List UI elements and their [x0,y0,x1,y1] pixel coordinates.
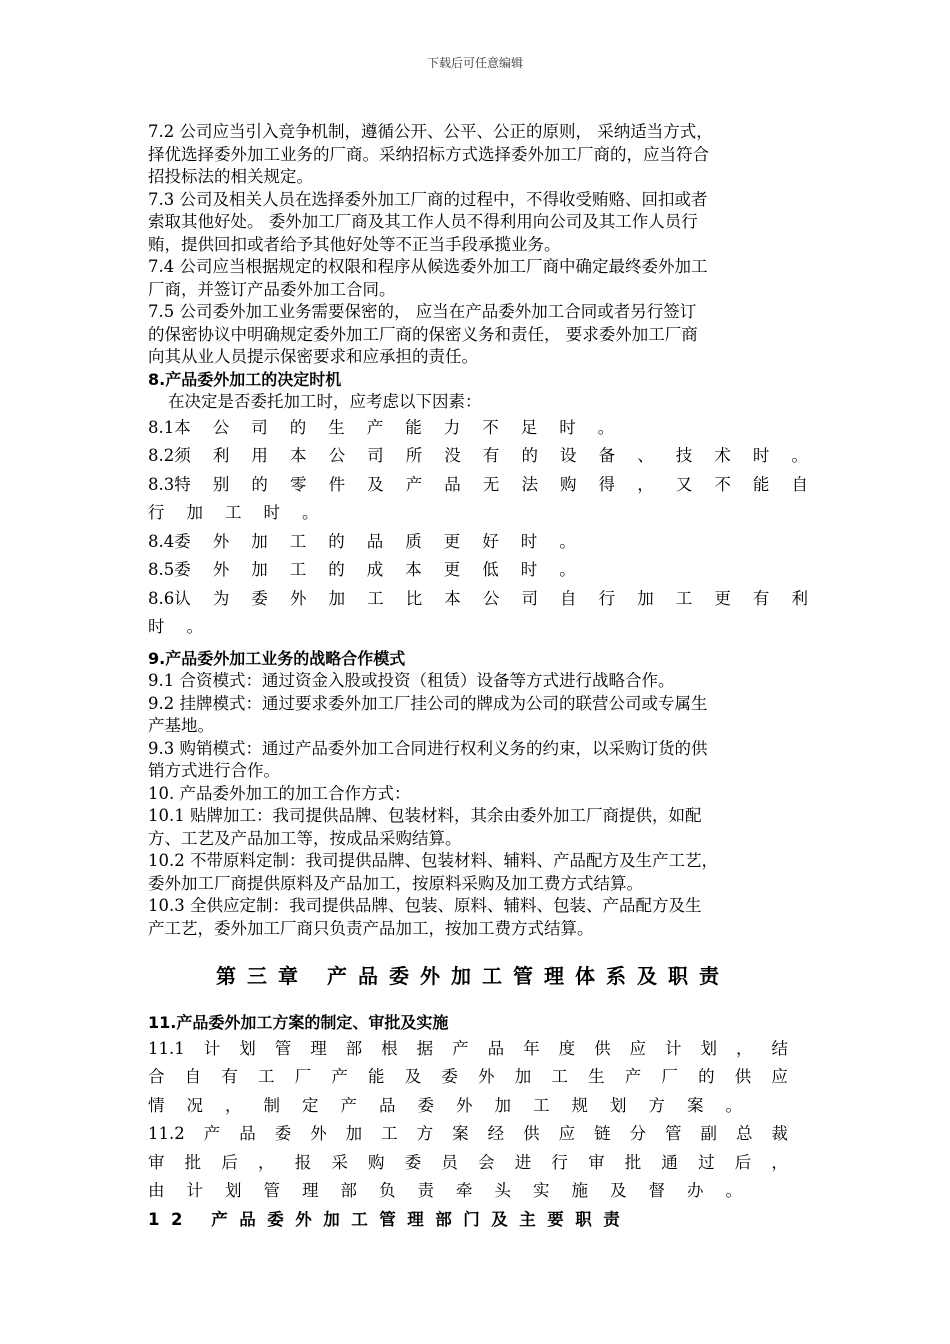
text-glyph: 过 [698,1152,715,1172]
text-glyph: 案 [452,1124,469,1143]
text-glyph: 产 [624,1067,642,1086]
text-line: 销方式进行合作。 [148,761,280,780]
text-line: 索取其他好处。 委外加工厂商及其工作人员不得利用向公司及其工作人员行 [148,212,698,231]
text-glyph: 。 [559,560,576,579]
text-glyph: 设 [560,446,577,465]
text-glyph: 品 [239,1124,256,1143]
text-glyph: 无 [482,474,500,494]
text-glyph: 管 [263,1181,280,1200]
text-glyph: 能 [405,417,422,437]
spaced-text-line [148,414,808,443]
text-glyph: 计 [186,1181,203,1200]
text-line: 产工艺，委外加工厂商只负责产品加工，按加工费方式结算。 [148,918,594,938]
text-glyph: 委 [404,1152,422,1172]
text-glyph: 为 [212,588,230,608]
text-line: 厂商，并签订产品委外加工合同。 [148,279,396,299]
text-glyph: 案 [687,1095,704,1115]
text-glyph: 划 [700,1038,718,1058]
text-glyph: 厂 [661,1067,678,1086]
text-glyph: 定 [302,1095,319,1115]
text-glyph: 外 [212,560,230,579]
text-glyph: 生 [328,417,345,437]
text-glyph: 工 [675,588,693,608]
text-glyph: 及 [367,474,384,494]
text-glyph: 及 [404,1067,422,1086]
text-glyph: 计 [203,1038,221,1058]
text-glyph: 制 [263,1095,280,1115]
text-line: 贿，提供回扣或者给予其他好处等不正当手段承揽业务。 [148,234,561,254]
text-glyph: 。 [186,617,203,636]
text-glyph: 零 [289,474,307,494]
text-glyph: 。 [302,503,319,522]
text-glyph: 外 [310,1124,327,1143]
text-glyph: 法 [521,474,538,494]
text-glyph: 自 [560,588,577,608]
text-glyph: 备 [598,446,616,465]
text-glyph: 行 [598,588,616,608]
text-glyph: 利 [212,446,230,465]
text-glyph: 批 [184,1152,202,1172]
text-glyph: 外 [289,588,307,608]
text-glyph: 审 [148,1152,165,1172]
text-line: 9.3 购销模式：通过产品委外加工合同进行权利义务的约束，以采购订货的供 [148,738,708,758]
text-glyph: 负 [379,1181,396,1200]
text-glyph: 分 [629,1124,647,1143]
text-glyph: 合 [148,1067,165,1086]
text-glyph: 产 [203,1124,221,1143]
section-8-intro: 在决定是否委托加工时，应考虑以下因素： [168,392,482,411]
text-glyph: 批 [624,1152,642,1172]
text-line: 7.4 公司应当根据规定的权限和程序从候选委外加工厂商中确定最终委外加工 [148,257,708,276]
text-glyph: 实 [533,1181,550,1200]
spaced-text-line [148,499,808,528]
text-glyph: 副 [700,1124,718,1143]
text-glyph: 应 [629,1038,647,1058]
text-glyph: 别 [212,474,230,494]
text-glyph: 责 [417,1181,434,1200]
text-glyph: 计 [665,1038,682,1058]
section-10-body [148,805,808,940]
text-glyph: 成 [366,560,384,579]
text-line: 7.3 公司及相关人员在选择委外加工厂商的过程中，不得收受贿赂、回扣或者 [148,189,708,209]
text-glyph: 工 [367,588,384,608]
text-glyph: 划 [610,1095,627,1115]
text-line: 方、工艺及产品加工等，按成品采购结算。 [148,828,462,848]
text-glyph: 划 [225,1181,242,1200]
spaced-text-line [148,613,808,642]
text-glyph: 能 [752,474,770,494]
spaced-text-line [148,1035,788,1064]
text-glyph: 本 [405,560,422,579]
text-glyph: 品 [366,531,384,551]
spaced-text-line [148,1177,788,1206]
spaced-text-line [148,1120,788,1149]
text-glyph: 有 [482,446,500,465]
text-glyph: 足 [520,417,538,437]
text-glyph: 加 [328,588,346,608]
text-glyph: 时 [520,560,538,579]
text-glyph: 司 [521,588,538,608]
para-7-3 [148,189,808,257]
text-line: 的保密协议中明确规定委外加工厂商的保密义务和责任， 要求委外加工厂商 [148,324,698,344]
section-11-title: 11.产品委外加工方案的制定、审批及实施 [148,1013,449,1032]
text-glyph: 管 [274,1038,292,1058]
text-glyph: 会 [478,1152,495,1172]
text-glyph: 部 [345,1038,363,1058]
text-glyph: 加 [345,1124,363,1143]
text-glyph: 司 [367,446,384,465]
section-9-body [148,670,808,783]
text-line: 委外加工厂商提供原料及产品加工，按原料采购及加工费方式结算。 [148,873,643,893]
text-glyph: 部 [340,1181,357,1200]
text-glyph: 低 [482,560,499,579]
text-glyph: 品 [444,474,461,494]
para-7-2 [148,121,808,189]
text-glyph: ， [637,474,654,494]
text-glyph: 委 [417,1095,434,1115]
text-glyph: 理 [302,1181,319,1200]
text-line: 招投标法的相关规定。 [148,167,313,186]
text-glyph: 8.1本 [148,417,191,437]
text-line: 7.2 公司应当引入竞争机制，遵循公开、公平、公正的原则， 采纳适当方式， [148,122,713,141]
text-glyph: 8.6认 [148,588,191,608]
text-glyph: 经 [487,1124,505,1143]
text-glyph: 自 [184,1067,202,1086]
text-glyph: 施 [571,1181,588,1200]
spaced-text-line [148,585,808,614]
text-glyph: 进 [514,1152,532,1172]
spaced-text-line [148,556,808,585]
text-glyph: 报 [294,1152,312,1172]
text-glyph: 8.4委 [148,531,191,551]
document-body [148,121,808,1234]
text-glyph: 结 [771,1038,788,1058]
text-glyph: 的 [251,474,268,494]
text-glyph: 工 [289,531,307,551]
text-glyph: 时 [559,417,576,437]
text-glyph: 不 [482,417,499,437]
chapter-3-title: 第三章 产品委外加工管理体系及职责 [216,964,730,988]
text-line: 9.2 挂牌模式：通过要求委外加工厂挂公司的牌成为公司的联营公司或专属生 [148,693,708,713]
text-glyph: 的 [328,560,345,579]
text-glyph: 。 [791,446,808,465]
text-glyph: 不 [714,474,731,494]
text-glyph: 购 [368,1152,385,1172]
text-glyph: 品 [487,1038,505,1058]
text-glyph: 。 [725,1095,742,1115]
text-glyph: 比 [405,588,423,608]
text-glyph: 术 [714,446,731,465]
text-line: 10.2 不带原料定制：我司提供品牌、包装材料、辅料、产品配方及生产工艺， [148,851,718,870]
text-glyph: 的 [289,417,307,437]
text-glyph: 采 [331,1152,348,1172]
para-7-4 [148,256,808,301]
text-glyph: 供 [594,1038,611,1058]
text-glyph: 外 [212,531,230,551]
text-glyph: 质 [405,531,422,551]
text-glyph: 8.2须 [148,446,191,465]
text-glyph: 得 [598,474,616,494]
text-glyph: 工 [258,1067,275,1086]
text-glyph: 本 [289,446,307,465]
text-glyph: 由 [148,1181,165,1200]
text-glyph: 加 [637,588,654,608]
text-glyph: 工 [225,503,242,522]
text-glyph: 利 [791,588,808,608]
text-glyph: 划 [239,1038,256,1058]
text-glyph: 公 [212,417,230,437]
text-glyph: 时 [148,617,165,636]
text-glyph: 没 [444,446,461,465]
text-glyph: 后 [221,1152,238,1172]
text-glyph: 11.1 [148,1038,185,1058]
text-glyph: 总 [736,1124,753,1143]
section-11-items [148,1035,788,1206]
text-glyph: 产 [366,417,384,437]
text-glyph: 情 [148,1095,165,1115]
text-glyph: 加 [494,1095,511,1115]
spaced-text-line [148,1063,788,1092]
text-line: 7.5 公司委外加工业务需要保密的， 应当在产品委外加工合同或者另行签订 [148,302,697,321]
text-glyph: 委 [251,588,268,608]
text-glyph: ， [771,1152,788,1172]
text-glyph: 年 [523,1038,540,1058]
text-glyph: 督 [648,1181,665,1200]
text-glyph: 产 [340,1095,357,1115]
text-glyph: 品 [379,1095,396,1115]
text-glyph: 时 [752,446,770,465]
text-glyph: 更 [714,588,731,608]
text-glyph: 头 [494,1181,511,1200]
text-glyph: 链 [594,1124,611,1143]
text-glyph: 的 [328,531,345,551]
text-glyph: 管 [665,1124,682,1143]
text-glyph: 审 [588,1152,605,1172]
text-glyph: 购 [560,474,577,494]
para-7-5 [148,301,808,369]
text-glyph: 行 [148,503,165,522]
text-glyph: 本 [444,588,461,608]
text-glyph: 时 [520,531,538,551]
text-glyph: 的 [521,446,538,465]
section-8-title: 8.产品委外加工的决定时机 [148,369,342,389]
text-glyph: 好 [482,531,499,551]
text-glyph: 员 [441,1152,458,1172]
text-glyph: 加 [186,503,203,522]
text-line: 择优选择委外加工业务的厂商。采纳招标方式选择委外加工厂商的，应当符合 [148,144,709,164]
text-glyph: 委 [274,1124,292,1143]
text-glyph: 。 [559,531,576,551]
text-glyph: 后 [734,1152,752,1172]
text-glyph: 委 [441,1067,458,1086]
text-glyph: 牵 [456,1181,473,1200]
text-glyph: 。 [597,417,615,437]
text-glyph: 应 [558,1124,576,1143]
text-line: 9.1 合资模式：通过资金入股或投资（租赁）设备等方式进行战略合作。 [148,671,675,690]
text-glyph: ， [258,1152,275,1172]
text-glyph: 工 [533,1095,550,1115]
text-glyph: 根 [381,1038,398,1058]
text-glyph: 有 [221,1067,238,1086]
text-glyph: 厂 [294,1067,312,1086]
text-glyph: 又 [675,474,693,494]
text-glyph: 度 [558,1038,576,1058]
text-glyph: 公 [328,446,346,465]
text-glyph: 外 [478,1067,495,1086]
section-12-title: 12 产品委外加工管理部门及主要职责 [148,1209,632,1229]
text-glyph: 11.2 [148,1124,185,1143]
text-glyph: 加 [514,1067,532,1086]
spaced-text-line [148,1149,788,1178]
text-glyph: 理 [310,1038,327,1058]
spaced-text-line [148,1092,788,1121]
text-glyph: 力 [443,417,461,437]
text-glyph: 据 [416,1038,434,1058]
section-9-title: 9.产品委外加工业务的战略合作模式 [148,648,406,668]
text-glyph: 裁 [771,1124,788,1143]
text-glyph: 产 [405,474,423,494]
text-glyph: 司 [251,417,268,437]
text-glyph: 规 [571,1095,588,1115]
text-glyph: 用 [251,446,268,465]
section-10-title: 10. 产品委外加工的加工合作方式： [148,783,411,803]
text-line: 产基地。 [148,716,214,735]
text-glyph: 产 [452,1038,469,1058]
text-glyph: 更 [443,531,461,551]
text-glyph: 加 [251,560,268,579]
text-glyph: ， [225,1095,242,1115]
text-glyph: 况 [186,1095,203,1115]
text-glyph: 有 [752,588,770,608]
spaced-text-line [148,528,808,557]
text-glyph: 件 [328,474,346,494]
text-glyph: 公 [482,588,500,608]
text-glyph: 生 [588,1067,605,1086]
text-glyph: 加 [251,531,268,551]
text-line: 10.1 贴牌加工：我司提供品牌、包装材料，其余由委外加工厂商提供，如配 [148,806,702,825]
text-line: 10.3 全供应定制：我司提供品牌、包装、原料、辅料、包装、产品配方及生 [148,896,702,915]
text-glyph: 时 [263,503,280,522]
text-glyph: 工 [381,1124,398,1143]
text-glyph: 工 [289,560,307,579]
text-glyph: 通 [661,1152,678,1172]
text-glyph: 外 [456,1095,473,1115]
text-glyph: 的 [698,1067,715,1086]
text-glyph: 、 [637,446,654,465]
section-8-items [148,414,808,642]
text-glyph: 方 [416,1124,434,1143]
text-glyph: 所 [405,446,423,465]
spaced-text-line [148,471,808,500]
text-glyph: 方 [648,1095,665,1115]
text-glyph: 8.3特 [148,474,191,494]
text-glyph: 技 [675,446,693,465]
text-glyph: 8.5委 [148,560,191,579]
text-glyph: 行 [551,1152,568,1172]
spaced-text-line [148,442,808,471]
text-glyph: 及 [610,1181,627,1200]
text-glyph: ， [736,1038,753,1058]
text-glyph: 工 [551,1067,568,1086]
text-glyph: 办 [687,1181,704,1200]
text-glyph: 供 [734,1067,752,1086]
text-glyph: 能 [368,1067,385,1086]
text-glyph: 。 [725,1181,742,1200]
text-glyph: 自 [791,474,808,494]
text-glyph: 供 [523,1124,540,1143]
page-header: 下载后可任意编辑 [426,56,523,70]
text-glyph: 应 [771,1067,788,1086]
text-line: 向其从业人员提示保密要求和应承担的责任。 [148,347,478,366]
text-glyph: 产 [331,1067,348,1086]
text-glyph: 更 [443,560,461,579]
